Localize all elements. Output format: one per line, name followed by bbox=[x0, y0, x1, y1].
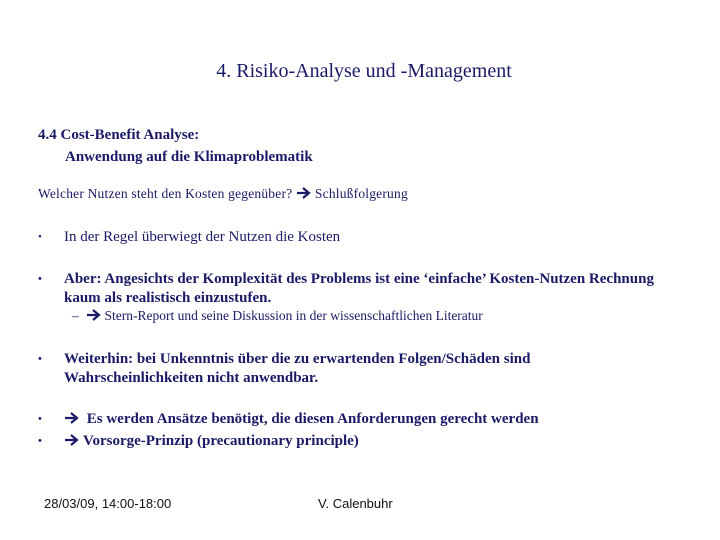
slide-title: 4. Risiko-Analyse und -Management bbox=[216, 60, 512, 82]
right-arrow-icon bbox=[64, 434, 80, 446]
section-heading-line2: Anwendung auf die Klimaproblematik bbox=[65, 149, 313, 165]
bullet-text: Aber: Angesichts der Komplexität des Problems ist eine ‘einfache’ Kosten-Nutzen Rechnung kaum als realistisch einzustufen. bbox=[64, 271, 654, 306]
right-arrow-icon bbox=[64, 412, 80, 424]
right-arrow-icon bbox=[296, 187, 312, 199]
footer-author: V. Calenbuhr bbox=[318, 496, 393, 511]
guiding-question bbox=[38, 186, 408, 202]
sub-bullet-text: Stern-Report und seine Diskussion in der wissenschaftlichen Literatur bbox=[104, 308, 483, 323]
bullet-text: Es werden Ansätze benötigt, die diesen Anforderungen gerecht werden bbox=[86, 411, 539, 427]
sub-bullet-marker: – bbox=[72, 308, 79, 323]
section-heading-line1: 4.4 Cost-Benefit Analyse: bbox=[38, 127, 200, 143]
bullet-text-line bbox=[64, 410, 664, 429]
question-conclusion: Schlußfolgerung bbox=[314, 186, 408, 201]
question-text: Welcher Nutzen steht den Kosten gegenüber? bbox=[38, 186, 293, 201]
bullet-marker: • bbox=[38, 435, 42, 447]
bullet-marker: • bbox=[38, 273, 42, 285]
bullet-text: Weiterhin: bei Unkenntnis über die zu erwartenden Folgen/Schäden sind Wahrscheinlichkeiten nicht anwendbar. bbox=[64, 351, 531, 386]
footer-date: 28/03/09, 14:00-18:00 bbox=[44, 496, 172, 511]
bullet-marker: • bbox=[38, 413, 42, 425]
bullet-marker: • bbox=[38, 231, 42, 243]
bullet-marker: • bbox=[38, 353, 42, 365]
bullet-text: Vorsorge-Prinzip (precautionary principle) bbox=[83, 433, 359, 449]
bullet-text: In der Regel überwiegt der Nutzen die Kosten bbox=[64, 229, 341, 245]
bullet-text-line bbox=[64, 432, 664, 451]
right-arrow-icon bbox=[86, 309, 102, 321]
section-heading bbox=[38, 124, 313, 168]
sub-list-item bbox=[72, 308, 483, 324]
